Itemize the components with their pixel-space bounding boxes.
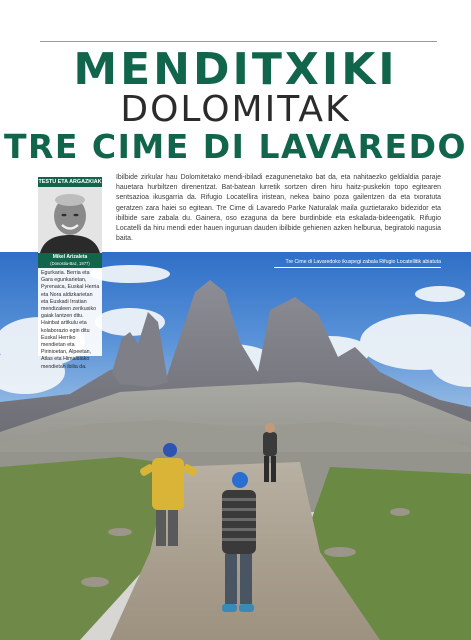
intro-paragraph: Ibilbide zirkular hau Dolomitetako mendi-ibiladi ezagunenetako bat da, eta nahitaezko geldialdia paraje hauetara hurbiltzen direnentzat. Bat-batean lurretik sortzen diren hiru haitz-puskekin topo egitearen sentsazioa ikusgarria da. Rifugio Locatellira iristean, nekea baino poza gailentzen da eta txoratuta geratzen zara haiei so egitean. Tre Cime di Lavaredo Parke Naturalak maila guztietarako bidezidor eta ibilbide sare zabala du. Gainera, oso ezaguna da bere burdinbide eta eskalada-bideengatik. Rifugio Locatelli da hiru mendi eder hauen inguruan dauden ibilbide gehienen azken helburua, begiratoki nagusia baita. (116, 174, 441, 243)
photo-caption: Tre Cime di Lavaredoko ikuspegi zabala Rifugio Locatellitik abiatuta (285, 259, 441, 265)
author-name: Mikel Arizaleta (52, 254, 88, 260)
top-rule (40, 41, 437, 42)
title-dolomitak: DOLOMITAK (120, 89, 351, 130)
author-credit (38, 253, 102, 268)
author-portrait (38, 187, 102, 253)
author-bio: Egurkaria. Berria eta Gara egunkarietan, Pyrenaica, Euskal Herria eta Nora aldizkarietan eta Euskadi Irratian mendizaleen zerikusiko gaiak lantzen ditu. Hainbat artikulu eta kolaborazio egin ditu Euskal Herriko mendietan eta Pirinioetan, Alpeetan, Atlas eta Himalaiako mendietan ibilia da. (38, 268, 102, 356)
title-tre-cime: TRE CIME DI LAVAREDO (3, 127, 468, 166)
sidebar-heading: TESTU ETA ARGAZKIAK (38, 179, 102, 185)
caption-rule (274, 267, 441, 268)
author-meta: (Donostia-Baz, 1977) (50, 261, 90, 266)
title-menditxiki: MENDITXIKI (73, 44, 398, 95)
